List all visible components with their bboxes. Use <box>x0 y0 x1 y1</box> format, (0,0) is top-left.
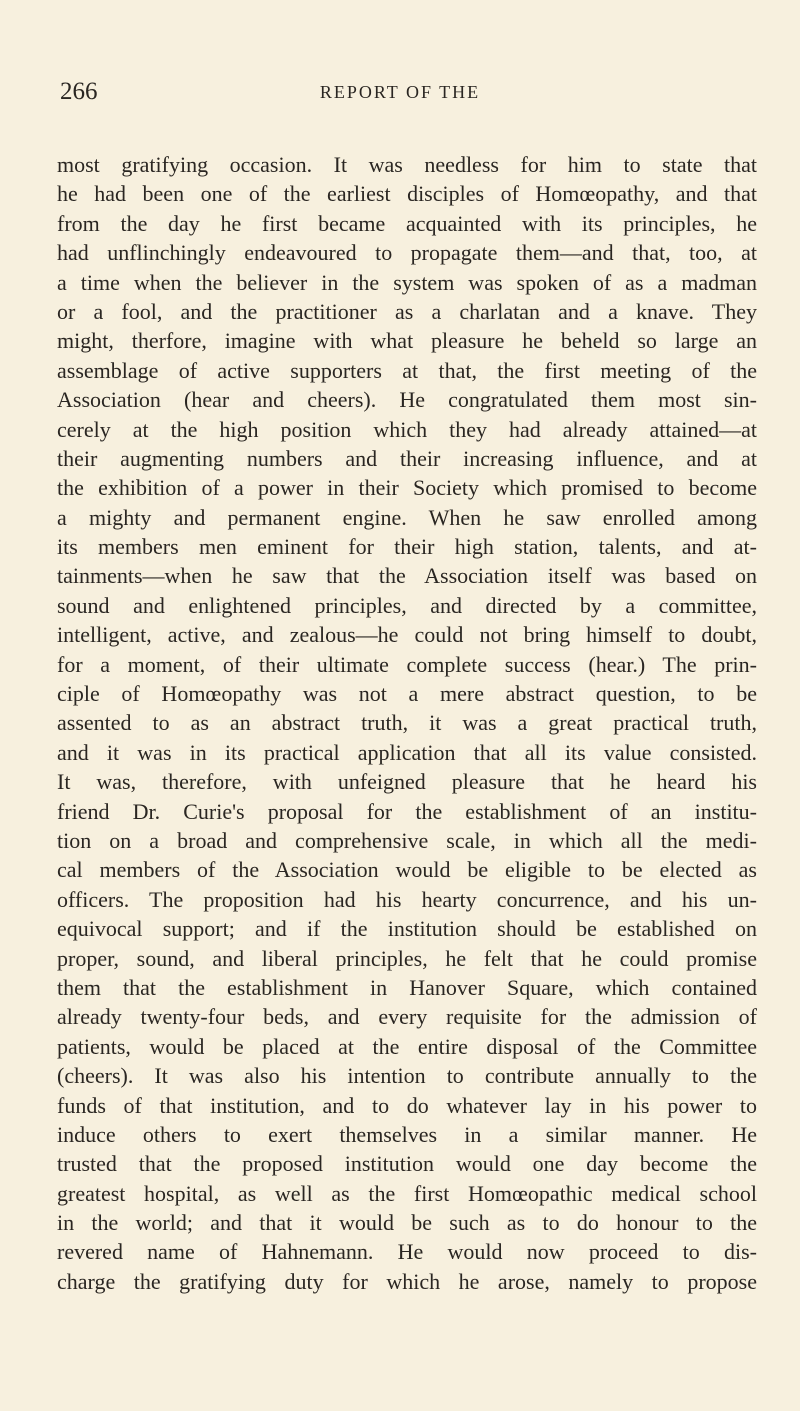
text-line: and it was in its practical application that all its value consisted. <box>57 739 757 765</box>
text-line: greatest hospital, as well as the first Homœopathic medical school <box>57 1180 757 1206</box>
text-line: assemblage of active supporters at that, the first meeting of the <box>57 357 757 383</box>
body-text <box>57 150 757 1296</box>
text-line: intelligent, active, and zealous—he could not bring himself to doubt, <box>57 622 757 648</box>
text-line: he had been one of the earliest disciples of Homœopathy, and that <box>57 181 757 207</box>
text-line: in the world; and that it would be such as to do honour to the <box>57 1210 757 1236</box>
text-line: charge the gratifying duty for which he arose, namely to propose <box>57 1268 757 1294</box>
text-line: or a fool, and the practitioner as a charlatan and a knave. They <box>57 298 757 324</box>
text-line: cal members of the Association would be eligible to be elected as <box>57 857 757 883</box>
text-line: cerely at the high position which they had already attained—at <box>57 416 757 442</box>
text-line: already twenty-four beds, and every requisite for the admission of <box>57 1004 757 1030</box>
text-line: for a moment, of their ultimate complete success (hear.) The prin- <box>57 651 757 677</box>
text-line: proper, sound, and liberal principles, he felt that he could promise <box>57 945 757 971</box>
text-line: their augmenting numbers and their increasing influence, and at <box>57 445 757 471</box>
text-line: the exhibition of a power in their Society which promised to become <box>57 475 757 501</box>
text-line: them that the establishment in Hanover Square, which contained <box>57 974 757 1000</box>
text-line: (cheers). It was also his intention to contribute annually to the <box>57 1063 757 1089</box>
text-line: equivocal support; and if the institution should be established on <box>57 916 757 942</box>
page-number: 266 <box>60 78 98 105</box>
text-line: sound and enlightened principles, and directed by a committee, <box>57 592 757 618</box>
text-line: its members men eminent for their high station, talents, and at- <box>57 534 757 560</box>
text-line: funds of that institution, and to do whatever lay in his power to <box>57 1092 757 1118</box>
text-line: had unflinchingly endeavoured to propagate them—and that, too, at <box>57 240 757 266</box>
text-line: from the day he first became acquainted with its principles, he <box>57 210 757 236</box>
text-line: It was, therefore, with unfeigned pleasure that he heard his <box>57 769 757 795</box>
text-line: tainments—when he saw that the Association itself was based on <box>57 563 757 589</box>
text-line: most gratifying occasion. It was needless for him to state that <box>57 152 757 177</box>
text-line: a mighty and permanent engine. When he saw enrolled among <box>57 504 757 530</box>
text-line: assented to as an abstract truth, it was a great practical truth, <box>57 710 757 736</box>
running-title: REPORT OF THE <box>319 82 481 102</box>
text-line: ciple of Homœopathy was not a mere abstract question, to be <box>57 681 757 707</box>
text-line: tion on a broad and comprehensive scale, in which all the medi- <box>57 827 757 853</box>
text-line: officers. The proposition had his hearty concurrence, and his un- <box>57 886 757 912</box>
text-line: induce others to exert themselves in a similar manner. He <box>57 1121 757 1147</box>
text-line: patients, would be placed at the entire disposal of the Committee <box>57 1033 757 1059</box>
text-line: revered name of Hahnemann. He would now proceed to dis- <box>57 1239 757 1265</box>
text-line: friend Dr. Curie's proposal for the establishment of an institu- <box>57 798 757 824</box>
text-line: Association (hear and cheers). He congratulated them most sin- <box>57 387 757 413</box>
text-line: might, therfore, imagine with what pleasure he beheld so large an <box>57 328 757 354</box>
text-line: trusted that the proposed institution would one day become the <box>57 1151 757 1177</box>
text-line: a time when the believer in the system was spoken of as a madman <box>57 269 757 295</box>
